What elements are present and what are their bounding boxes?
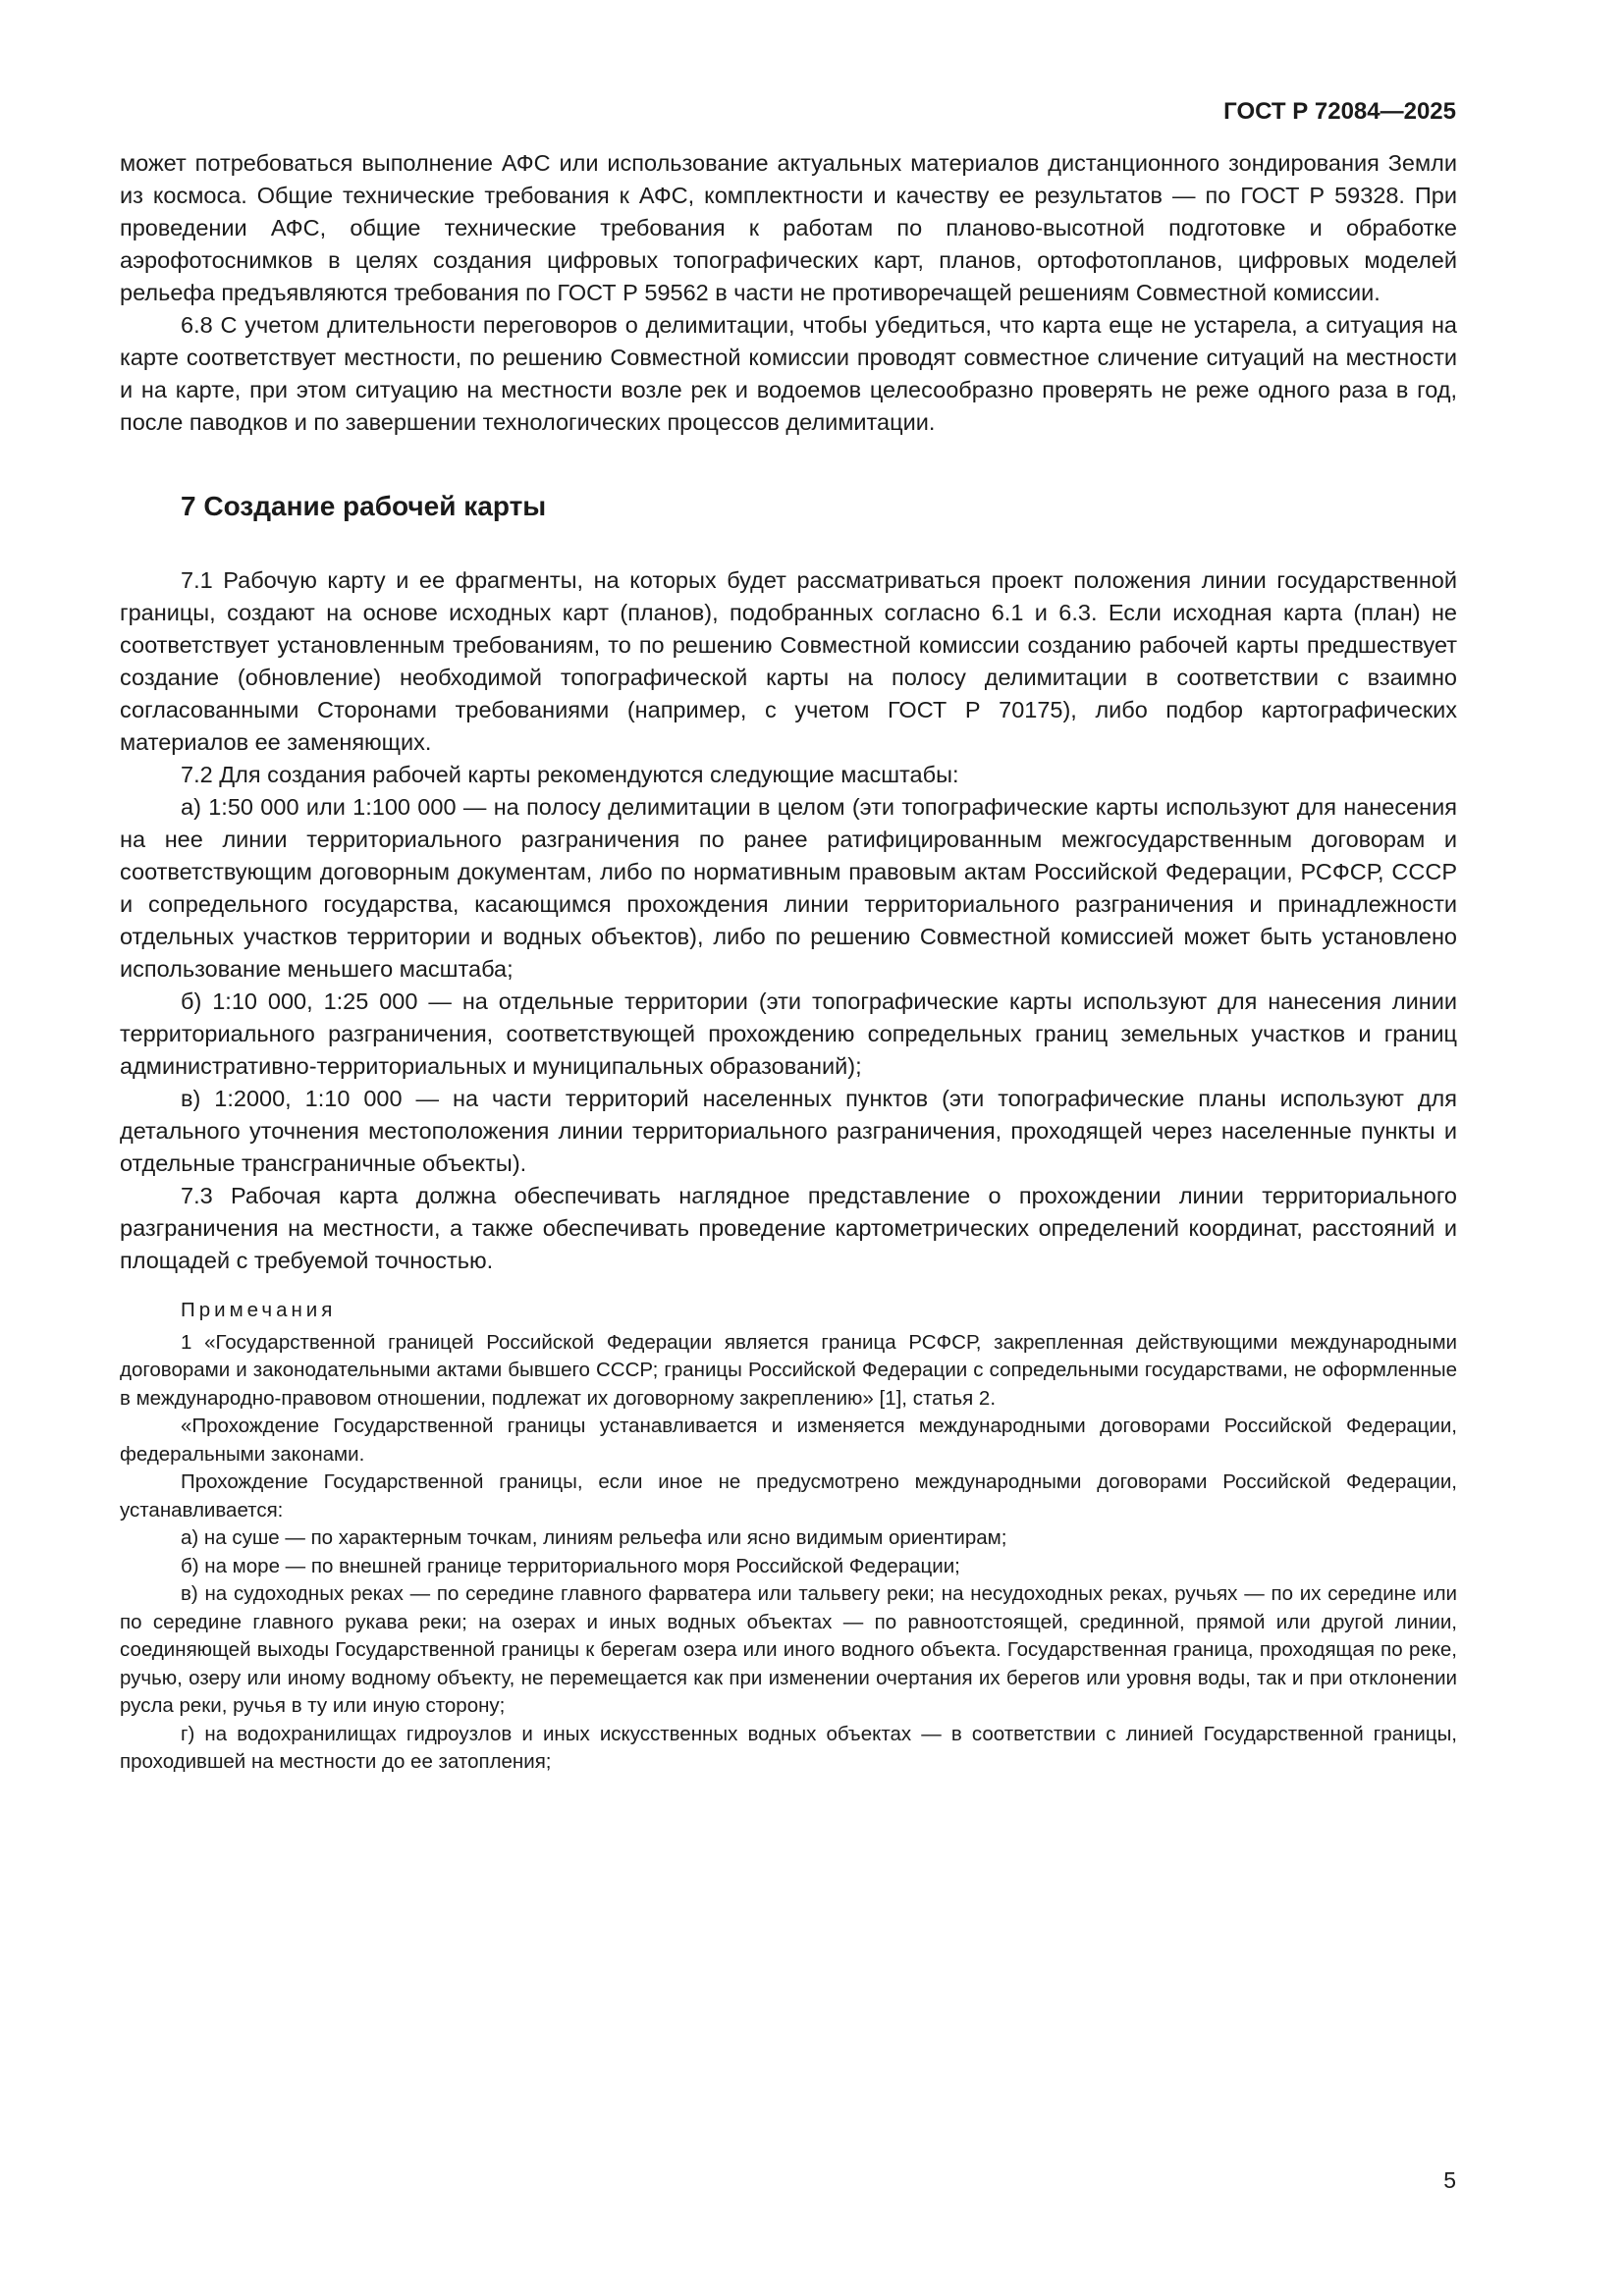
page-number: 5: [1443, 2167, 1456, 2193]
document-code: ГОСТ Р 72084—2025: [1223, 98, 1456, 125]
note-1-passage: Прохождение Государственной границы, если иное не предусмотрено международными договорами Российской Федерации, устанавливается:: [120, 1470, 1457, 1522]
note-item-g: г) на водохранилищах гидроузлов и иных искусственных водных объектах — в соответствии с линией Государственной границы, проходившей на местности до ее затопления;: [120, 1722, 1457, 1773]
page-footer: [120, 2167, 1456, 2194]
notes-title: Примечания: [181, 1299, 337, 1321]
notes-section: [120, 1297, 1457, 1777]
note-1: 1 «Государственной границей Российской Федерации является граница РСФСР, закрепленная действующими международными договорами и законодательными актами бывшего СССР; границы Российской Федерации с сопредельными государствами, не оформленные в международно-правовом отношении, подлежат их договорному закреплению» [1], статья 2.: [120, 1330, 1457, 1410]
list-item-b: б) 1:10 000, 1:25 000 — на отдельные территории (эти топографические карты используют для нанесения линии территориального разграничения, соответствующей прохождению сопредельных границ земельных участков и границ административно-территориальных и муниципальных образований);: [120, 988, 1457, 1079]
paragraph-6-8: 6.8 С учетом длительности переговоров о делимитации, чтобы убедиться, что карта еще не устарела, а ситуация на карте соответствует местности, по решению Совместной комиссии проводят совместное сличение ситуаций на местности и на карте, при этом ситуацию на местности возле рек и водоемов целесообразно проверять не реже одного раза в год, после паводков и по завершении технологических процессов делимитации.: [120, 312, 1457, 435]
paragraph-7-2: 7.2 Для создания рабочей карты рекомендуются следующие масштабы:: [181, 762, 959, 787]
paragraph-7-1: 7.1 Рабочую карту и ее фрагменты, на которых будет рассматриваться проект положения линии государственной границы, создают на основе исходных карт (планов), подобранных согласно 6.1 и 6.3. Если исходная карта (план) не соответствует установленным требованиям, то по решению Совместной комиссии созданию рабочей карты предшествует создание (обновление) необходимой топографической карты на полосу делимитации в соответствии с взаимно согласованными Сторонами требованиями (например, с учетом ГОСТ Р 70175), либо подбор картографических материалов ее заменяющих.: [120, 567, 1457, 755]
page-header: [120, 98, 1456, 126]
paragraph-continuation: может потребоваться выполнение АФС или использование актуальных материалов дистанционного зондирования Земли из космоса. Общие технические требования к АФС, комплектности и качеству ее результатов — по ГОСТ Р 59328. При проведении АФС, общие технические требования к работам по планово-высотной подготовке и обработке аэрофотоснимков в целях создания цифровых топографических карт, планов, ортофотопланов, цифровых моделей рельефа предъявляются требования по ГОСТ Р 59562 в части не противоречащей решениям Совместной комиссии.: [120, 150, 1457, 305]
paragraph-7-3: 7.3 Рабочая карта должна обеспечивать наглядное представление о прохождении линии территориального разграничения на местности, а также обеспечивать проведение картометрических определений координат, расстояний и площадей с требуемой точностью.: [120, 1183, 1457, 1273]
list-item-v: в) 1:2000, 1:10 000 — на части территорий населенных пунктов (эти топографические планы используют для детального уточнения местоположения линии территориального разграничения, проходящей через населенные пункты и отдельные трансграничные объекты).: [120, 1086, 1457, 1176]
note-item-a: а) на суше — по характерным точкам, линиям рельефа или ясно видимым ориентирам;: [181, 1526, 1007, 1549]
note-item-v: в) на судоходных реках — по середине главного фарватера или тальвегу реки; на несудоходных реках, ручьях — по их середине или по середине главного рукава реки; на озерах и иных водных объектах — по равноотстоящей, срединной, прямой или другой линии, соединяющей выходы Государственной границы к берегам озера или иного водного объекта. Государственная граница, проходящая по реке, ручью, озеру или иному водному объекту, не перемещается как при изменении очертания их берегов или уровня воды, так и при отклонении русла реки, ручья в ту или иную сторону;: [120, 1582, 1457, 1717]
note-1-quote: «Прохождение Государственной границы устанавливается и изменяется международными договорами Российской Федерации, федеральными законами.: [120, 1415, 1457, 1466]
section-7-heading: 7 Создание рабочей карты: [181, 491, 547, 521]
document-body: [120, 147, 1457, 1777]
note-item-b: б) на море — по внешней границе территориального моря Российской Федерации;: [181, 1554, 960, 1577]
list-item-a: а) 1:50 000 или 1:100 000 — на полосу делимитации в целом (эти топографические карты используют для нанесения на нее линии территориального разграничения по ранее ратифицированным межгосударственным договорам и соответствующим договорным документам, либо по нормативным правовым актам Российской Федерации, РСФСР, СССР и сопредельного государства, касающимся прохождения линии территориального разграничения и принадлежности отдельных участков территории и водных объектов), либо по решению Совместной комиссией может быть установлено использование меньшего масштаба;: [120, 794, 1457, 982]
